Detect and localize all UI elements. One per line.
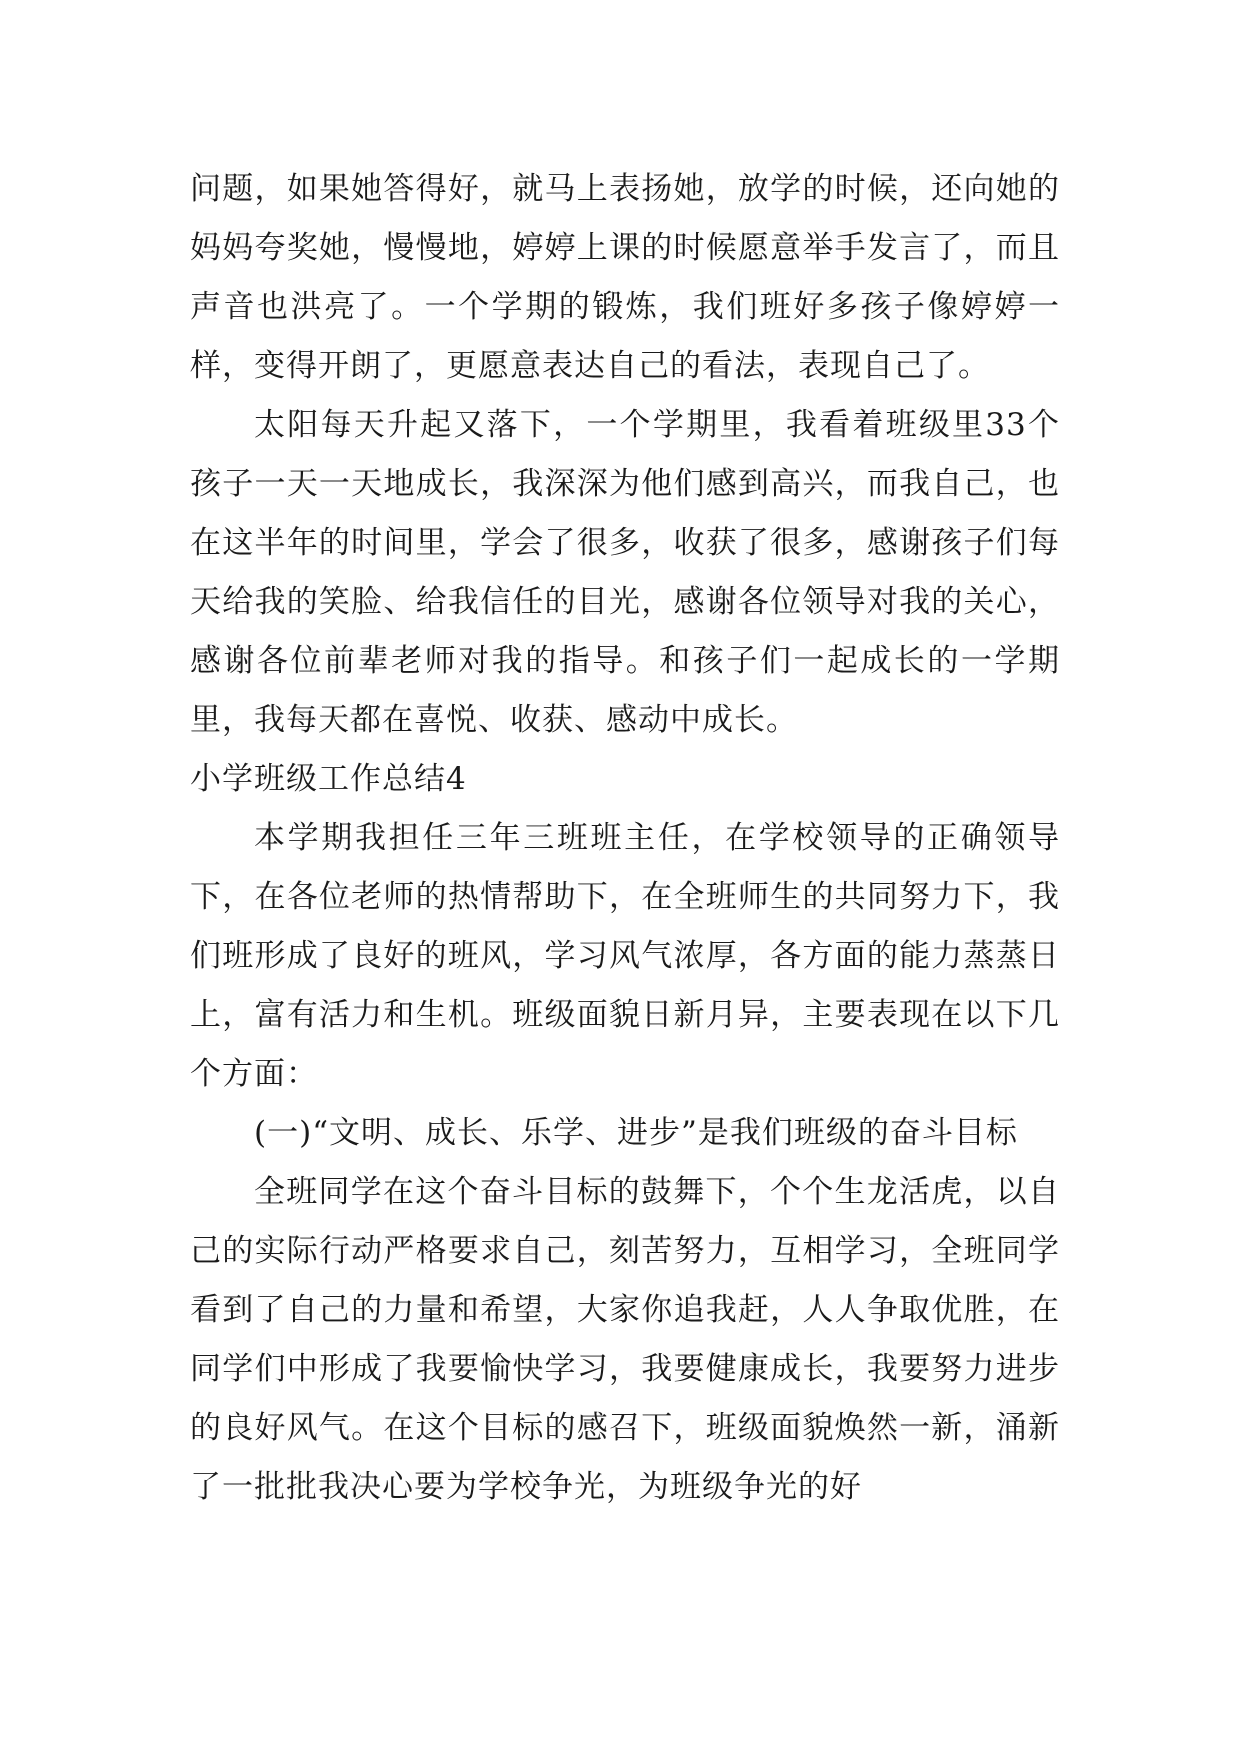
section-heading: 小学班级工作总结4 <box>190 761 467 797</box>
document-body <box>190 160 1060 1517</box>
paragraph-intro: 本学期我担任三年三班班主任，在学校领导的正确领导下，在各位老师的热情帮助下，在全班师生的共同努力下，我们班形成了良好的班风，学习风气浓厚，各方面的能力蒸蒸日上，富有活力和生机。班级面貌日新月异，主要表现在以下几个方面： <box>190 820 1060 1092</box>
paragraph-continued: 问题，如果她答得好，就马上表扬她，放学的时候，还向她的妈妈夸奖她，慢慢地，婷婷上课的时候愿意举手发言了，而且声音也洪亮了。一个学期的锻炼，我们班好多孩子像婷婷一样，变得开朗了，更愿意表达自己的看法，表现自己了。 <box>190 171 1060 384</box>
paragraph-growth-reflection: 太阳每天升起又落下，一个学期里，我看着班级里33个孩子一天一天地成长，我深深为他们感到高兴，而我自己，也在这半年的时间里，学会了很多，收获了很多，感谢孩子们每天给我的笑脸、给我信任的目光，感谢各位领导对我的关心，感谢各位前辈老师对我的指导。和孩子们一起成长的一学期里，我每天都在喜悦、收获、感动中成长。 <box>190 407 1060 738</box>
paragraph-subheading-goal: (一)“文明、成长、乐学、进步”是我们班级的奋斗目标 <box>254 1115 1018 1151</box>
paragraph-goal-detail: 全班同学在这个奋斗目标的鼓舞下，个个生龙活虎，以自己的实际行动严格要求自己，刻苦努力，互相学习，全班同学看到了自己的力量和希望，大家你追我赶，人人争取优胜，在同学们中形成了我要愉快学习，我要健康成长，我要努力进步的良好风气。在这个目标的感召下，班级面貌焕然一新，涌新了一批批我决心要为学校争光，为班级争光的好 <box>190 1174 1060 1505</box>
